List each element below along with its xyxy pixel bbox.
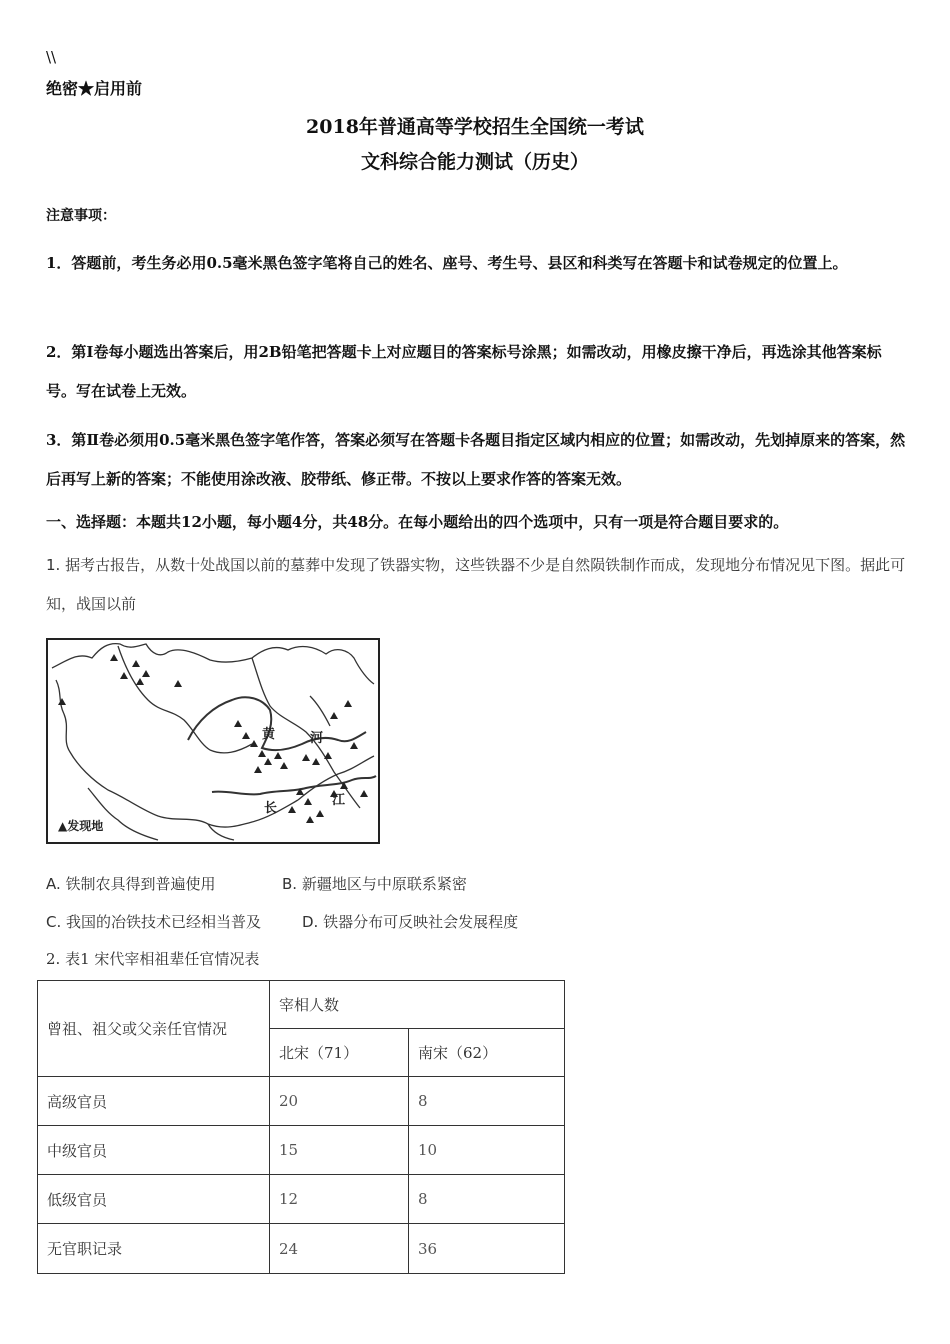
south-value: 8 xyxy=(409,1077,565,1126)
instruction-1: 1．答题前，考生务必用0.5毫米黑色签字笔将自己的姓名、座号、考生号、县区和科类写在答题卡和试卷规定的位置上。 xyxy=(46,254,848,272)
south-value: 36 xyxy=(409,1224,565,1274)
row-label: 低级官员 xyxy=(38,1175,270,1224)
map-label-jiang: 江 xyxy=(332,793,346,808)
option-c: C. 我国的冶铁技术已经相当普及 xyxy=(46,913,262,931)
iron-findings-map xyxy=(46,638,380,844)
header-slash: \\ xyxy=(46,48,57,66)
instruction-2: 2．第Ⅰ卷每小题选出答案后，用2B铅笔把答题卡上对应题目的答案标号涂黑；如需改动，用橡皮擦干净后，再选涂其他答案标号。写在试卷上无效。 xyxy=(46,343,882,400)
map-drawing xyxy=(48,640,378,842)
table-row xyxy=(38,1126,565,1175)
map-label-he: 河 xyxy=(310,731,324,746)
exam-subtitle: 文科综合能力测试（历史） xyxy=(360,151,589,173)
col-north-song: 北宋（71） xyxy=(270,1029,409,1077)
question-2-title: 2. 表1 宋代宰相祖辈任官情况表 xyxy=(46,950,260,968)
col-south-song: 南宋（62） xyxy=(409,1029,565,1077)
instruction-3: 3．第Ⅱ卷必须用0.5毫米黑色签字笔作答，答案必须写在答题卡各题目指定区域内相应的位置；如需改动，先划掉原来的答案，然后再写上新的答案；不能使用涂改液、胶带纸、修正带。不按以上要求作答的答案无效。 xyxy=(46,431,906,488)
north-value: 20 xyxy=(270,1077,409,1126)
row-label: 高级官员 xyxy=(38,1077,270,1126)
north-value: 12 xyxy=(270,1175,409,1224)
row-header-cell: 曾祖、祖父或父亲任官情况 xyxy=(38,981,270,1077)
option-b: B. 新疆地区与中原联系紧密 xyxy=(282,875,467,893)
south-value: 8 xyxy=(409,1175,565,1224)
question-1-stem: 1. 据考古报告，从数十处战国以前的墓葬中发现了铁器实物，这些铁器不少是自然陨铁制作而成，发现地分布情况见下图。据此可知，战国以前 xyxy=(46,556,906,613)
map-legend: ▲发现地 xyxy=(58,819,104,833)
secret-label: 绝密★启用前 xyxy=(46,79,143,98)
group-header-cell: 宰相人数 xyxy=(270,981,565,1029)
north-value: 24 xyxy=(270,1224,409,1274)
option-d: D. 铁器分布可反映社会发展程度 xyxy=(302,913,519,931)
map-label-chang: 长 xyxy=(264,801,278,816)
option-a: A. 铁制农具得到普遍使用 xyxy=(46,875,216,893)
notice-label: 注意事项： xyxy=(46,208,116,224)
table-row xyxy=(38,1077,565,1126)
section-heading: 一、选择题：本题共12小题，每小题4分，共48分。在每小题给出的四个选项中，只有一项是符合题目要求的。 xyxy=(46,513,789,531)
row-label: 无官职记录 xyxy=(38,1224,270,1274)
table-row xyxy=(38,1224,565,1274)
table-row xyxy=(38,1175,565,1224)
prime-minister-table xyxy=(37,980,565,1274)
row-label: 中级官员 xyxy=(38,1126,270,1175)
exam-title: 2018年普通高等学校招生全国统一考试 xyxy=(306,116,644,138)
north-value: 15 xyxy=(270,1126,409,1175)
map-label-huang: 黄 xyxy=(262,727,276,742)
south-value: 10 xyxy=(409,1126,565,1175)
